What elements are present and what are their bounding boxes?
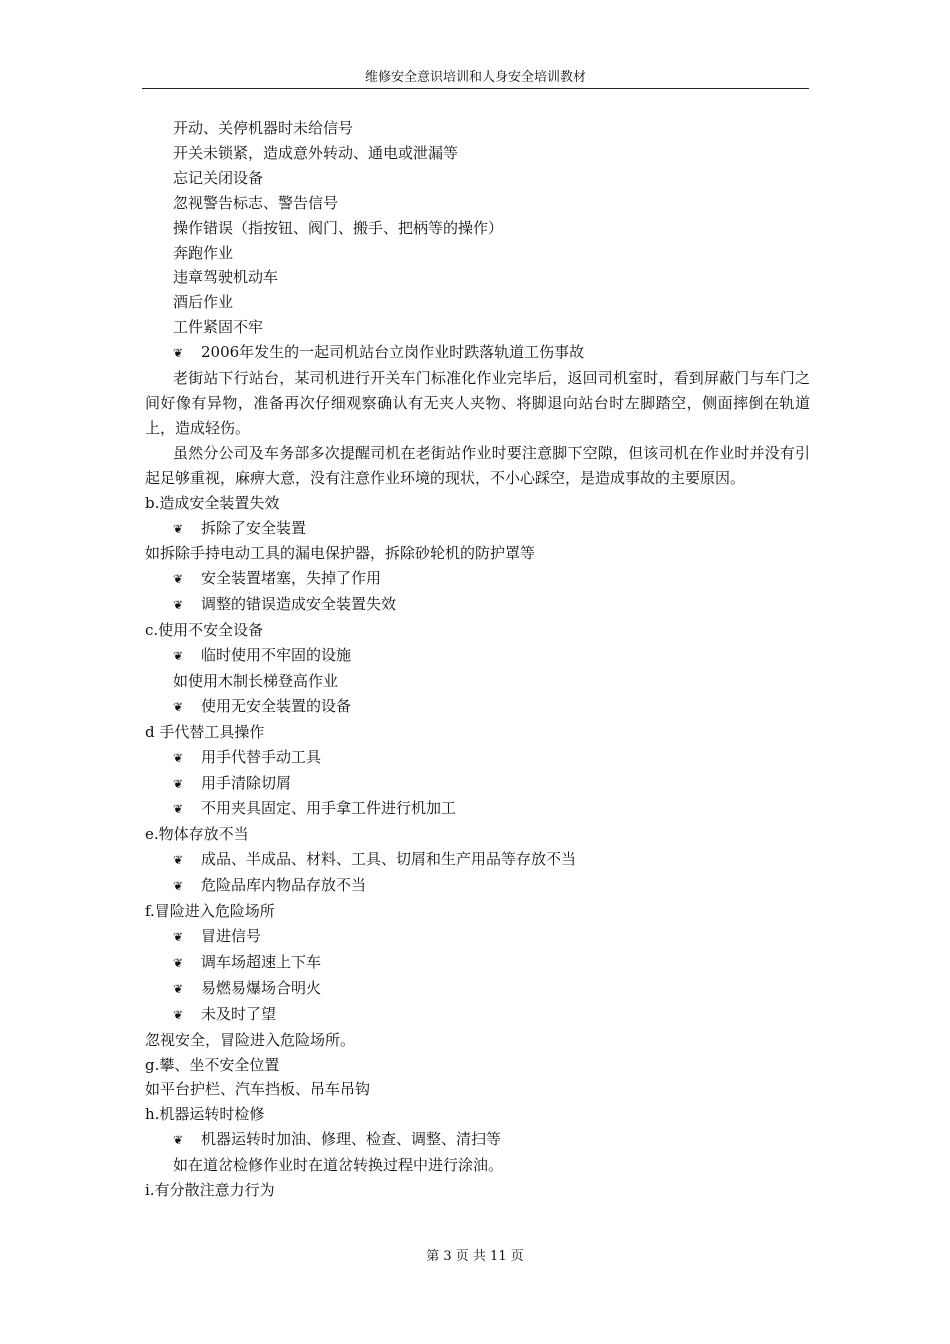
bullet-icon: ❦	[173, 346, 182, 361]
bullet-text: 调车场超速上下车	[201, 952, 322, 971]
bullet-item	[145, 1002, 810, 1028]
bullet-icon: ❦	[173, 1133, 182, 1148]
paragraph: 老街站下行站台，某司机进行开关车门标准化作业完毕后，返回司机室时，看到屏蔽门与车门之间好像有异物，准备再次仔细观察确认有无夹人夹物、将脚退向站台时左脚踏空，侧面摔倒在轨道上，造成轻伤。	[145, 369, 810, 437]
bullet-item	[145, 950, 810, 976]
bullet-text: 拆除了安全装置	[201, 518, 307, 537]
bullet-text: 危险品库内物品存放不当	[201, 876, 367, 895]
section-line: 如拆除手持电动工具的漏电保护器，拆除砂轮机的防护罩等	[145, 544, 536, 563]
bullet-item	[145, 566, 810, 592]
section-line: i.有分散注意力行为	[145, 1181, 275, 1200]
bullet-icon: ❦	[173, 1007, 182, 1022]
section-line: c.使用不安全设备	[145, 621, 264, 640]
bullet-item	[145, 592, 810, 618]
section-line: 如平台护栏、汽车挡板、吊车吊钩	[145, 1080, 371, 1099]
bullet-icon: ❦	[173, 981, 182, 996]
page-footer: 第 3 页 共 11 页	[426, 1249, 524, 1264]
bullet-item	[145, 745, 810, 771]
bullet-icon: ❦	[173, 750, 182, 765]
text-line: 如使用木制长梯登高作业	[173, 671, 339, 690]
bullet-text: 用手代替手动工具	[201, 747, 322, 766]
section-line: d 手代替工具操作	[145, 722, 265, 741]
bullet-text: 临时使用不牢固的设施	[201, 646, 352, 665]
bullet-icon: ❦	[173, 776, 182, 791]
bullet-item	[145, 873, 810, 899]
text-line: 奔跑作业	[173, 243, 234, 262]
bullet-icon: ❦	[173, 572, 182, 587]
bullet-icon: ❦	[173, 853, 182, 868]
bullet-item	[145, 771, 810, 797]
text-line: 酒后作业	[173, 293, 234, 312]
document-body	[145, 116, 810, 1203]
bullet-item	[145, 796, 810, 822]
bullet-item	[145, 847, 810, 873]
paragraph: 虽然分公司及车务部多次提醒司机在老街站作业时要注意脚下空隙，但该司机在作业时并没有引起足够重视，麻痹大意，没有注意作业环境的现状，不小心踩空，是造成事故的主要原因。	[145, 443, 810, 487]
section-line: h.机器运转时检修	[145, 1105, 265, 1124]
section-line: e.物体存放不当	[145, 825, 249, 844]
text-line: 开动、关停机器时未给信号	[173, 119, 354, 137]
bullet-icon: ❦	[173, 699, 182, 714]
bullet-text: 使用无安全装置的设备	[201, 696, 352, 715]
section-line: 忽视安全，冒险进入危险场所。	[145, 1030, 356, 1049]
bullet-text: 成品、半成品、材料、工具、切屑和生产用品等存放不当	[201, 850, 577, 869]
bullet-icon: ❦	[173, 955, 182, 970]
bullet-text: 2006年发生的一起司机站台立岗作业时跌落轨道工伤事故	[201, 343, 585, 362]
text-line: 忘记关闭设备	[173, 168, 264, 187]
bullet-icon: ❦	[173, 802, 182, 817]
bullet-item	[145, 694, 810, 720]
bullet-text: 用手清除切屑	[201, 773, 292, 792]
bullet-text: 冒进信号	[201, 927, 262, 945]
text-line: 操作错误（指按钮、阀门、搬手、把柄等的操作）	[173, 218, 504, 237]
bullet-text: 安全装置堵塞，失掉了作用	[201, 569, 382, 588]
bullet-text: 机器运转时加油、修理、检查、调整、清扫等	[201, 1130, 502, 1149]
bullet-icon: ❦	[173, 521, 182, 536]
page-header: 维修安全意识培训和人身安全培训教材	[142, 68, 809, 89]
bullet-text: 调整的错误造成安全装置失效	[201, 595, 397, 614]
text-line: 工件紧固不牢	[173, 318, 264, 337]
bullet-icon: ❦	[173, 598, 182, 613]
text-line: 开关未锁紧，造成意外转动、通电或泄漏等	[173, 143, 459, 162]
bullet-item	[145, 976, 810, 1002]
bullet-text: 不用夹具固定、用手拿工件进行机加工	[201, 799, 457, 818]
bullet-item	[145, 340, 810, 366]
bullet-text: 易燃易爆场合明火	[201, 978, 322, 997]
section-line: f.冒险进入危险场所	[145, 902, 275, 921]
bullet-item	[145, 643, 810, 669]
bullet-item	[145, 924, 810, 950]
text-line: 如在道岔检修作业时在道岔转换过程中进行涂油。	[173, 1156, 504, 1175]
section-line: g.攀、坐不安全位置	[145, 1055, 280, 1074]
bullet-text: 未及时了望	[201, 1004, 277, 1023]
bullet-icon: ❦	[173, 649, 182, 664]
bullet-icon: ❦	[173, 879, 182, 894]
section-line: b.造成安全装置失效	[145, 493, 280, 512]
text-line: 违章驾驶机动车	[173, 268, 279, 287]
bullet-item	[145, 1127, 810, 1153]
text-line: 忽视警告标志、警告信号	[173, 193, 339, 212]
bullet-icon: ❦	[173, 930, 182, 944]
bullet-item	[145, 516, 810, 542]
